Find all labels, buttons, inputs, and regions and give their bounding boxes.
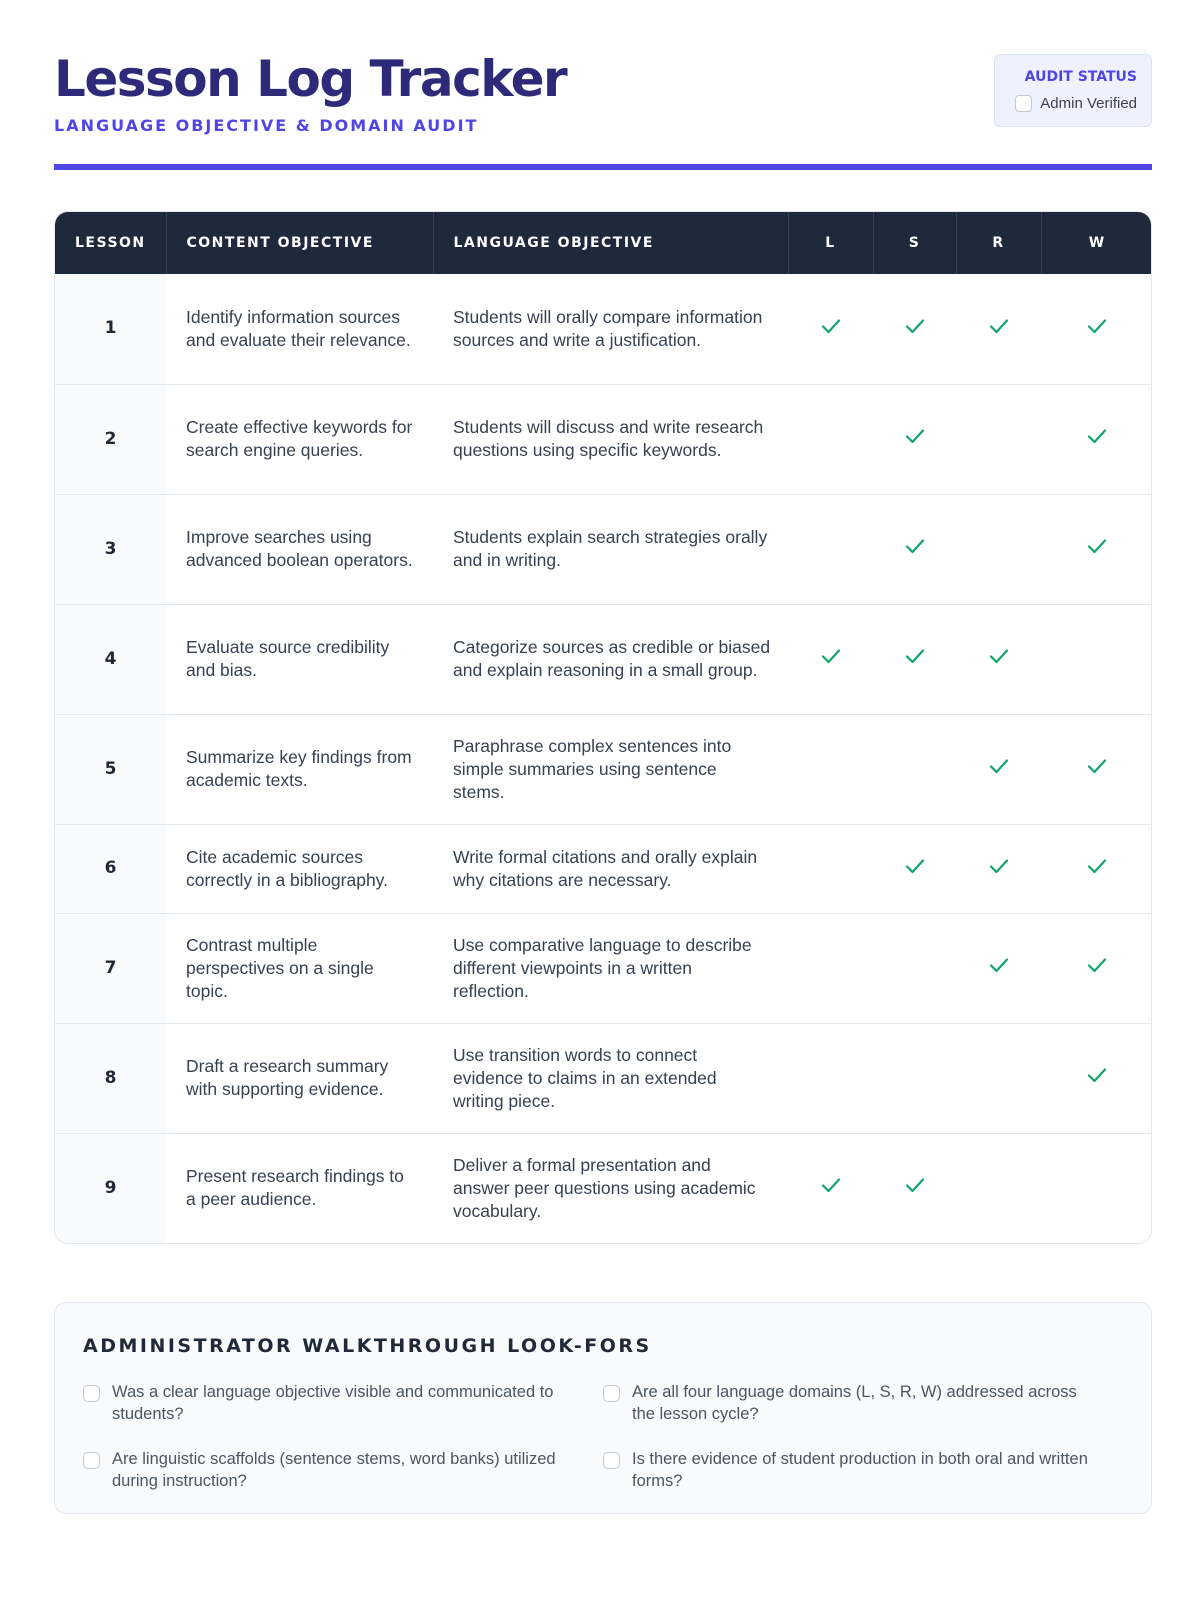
- lookfor-item[interactable]: [83, 1448, 583, 1492]
- lookfor-text: Are all four language domains (L, S, R, W) addressed across the lesson cycle?: [632, 1383, 1077, 1423]
- domain-cell-speaking: [873, 913, 956, 1023]
- lookfor-checkbox[interactable]: [603, 1385, 620, 1402]
- domain-cell-listening: [788, 274, 873, 384]
- check-icon: [1085, 854, 1109, 878]
- language-objective: Use transition words to connect evidence to claims in an extended writing piece.: [433, 1023, 788, 1133]
- table-row: [55, 1133, 1152, 1243]
- content-objective: Create effective keywords for search engine queries.: [166, 384, 433, 494]
- table-row: [55, 384, 1152, 494]
- domain-cell-reading: [956, 913, 1041, 1023]
- col-header-language-objective: LANGUAGE OBJECTIVE: [433, 212, 788, 274]
- domain-cell-speaking: [873, 1133, 956, 1243]
- lookfor-text: Was a clear language objective visible and communicated to students?: [112, 1383, 554, 1423]
- check-icon: [987, 644, 1011, 668]
- domain-cell-speaking: [873, 824, 956, 913]
- domain-cell-reading: [956, 1133, 1041, 1243]
- content-objective: Contrast multiple perspectives on a single topic.: [166, 913, 433, 1023]
- lookfors-title: ADMINISTRATOR WALKTHROUGH LOOK-FORS: [83, 1335, 652, 1357]
- col-header-speaking: S: [873, 212, 956, 274]
- content-objective: Identify information sources and evaluate their relevance.: [166, 274, 433, 384]
- content-objective: Present research findings to a peer audience.: [186, 1166, 404, 1210]
- lesson-number: 3: [55, 494, 166, 604]
- check-icon: [903, 314, 927, 338]
- table-row: [55, 714, 1152, 824]
- table-row: [55, 824, 1152, 913]
- page-subtitle: LANGUAGE OBJECTIVE & DOMAIN AUDIT: [54, 116, 479, 135]
- domain-cell-listening: [788, 494, 873, 604]
- header-divider: [54, 164, 1152, 170]
- domain-cell-speaking: [873, 494, 956, 604]
- admin-verified-label: Admin Verified: [1040, 95, 1137, 112]
- lesson-number: 6: [55, 824, 166, 913]
- table-row: [55, 494, 1152, 604]
- lookfor-item[interactable]: [603, 1448, 1103, 1492]
- domain-cell-listening: [788, 714, 873, 824]
- lookfor-checkbox[interactable]: [83, 1385, 100, 1402]
- table-row: [55, 1023, 1152, 1133]
- check-icon: [903, 534, 927, 558]
- domain-cell-speaking: [873, 1023, 956, 1133]
- language-objective: Students explain search strategies orally and in writing.: [433, 494, 788, 604]
- audit-status-panel: [994, 54, 1152, 127]
- domain-cell-speaking: [873, 384, 956, 494]
- check-icon: [903, 854, 927, 878]
- lesson-number: 9: [55, 1133, 166, 1243]
- check-icon: [819, 1173, 843, 1197]
- table-row: [55, 604, 1152, 714]
- domain-cell-writing: [1041, 824, 1152, 913]
- check-icon: [819, 644, 843, 668]
- check-icon: [1085, 1063, 1109, 1087]
- check-icon: [987, 314, 1011, 338]
- domain-cell-writing: [1041, 714, 1152, 824]
- domain-cell-reading: [956, 384, 1041, 494]
- content-objective: Evaluate source credibility and bias.: [166, 604, 433, 714]
- check-icon: [987, 953, 1011, 977]
- table-row: [55, 913, 1152, 1023]
- check-icon: [1085, 534, 1109, 558]
- lesson-number: 1: [55, 274, 166, 384]
- content-objective: Cite academic sources correctly in a bibliography.: [166, 824, 433, 913]
- admin-verified-toggle[interactable]: [1015, 95, 1137, 112]
- language-objective: Deliver a formal presentation and answer peer questions using academic vocabulary.: [453, 1154, 756, 1221]
- lookfor-text: Are linguistic scaffolds (sentence stems, word banks) utilized during instruction?: [112, 1450, 556, 1490]
- lesson-number: 4: [55, 604, 166, 714]
- lookfor-text: Is there evidence of student production in both oral and written forms?: [632, 1450, 1088, 1490]
- check-icon: [903, 1173, 927, 1197]
- check-icon: [987, 854, 1011, 878]
- lesson-number: 5: [55, 714, 166, 824]
- page-title: Lesson Log Tracker: [54, 50, 567, 108]
- domain-cell-listening: [788, 604, 873, 714]
- domain-cell-reading: [956, 274, 1041, 384]
- language-objective: Paraphrase complex sentences into simple summaries using sentence stems.: [433, 714, 788, 824]
- domain-cell-speaking: [873, 274, 956, 384]
- domain-cell-listening: [788, 1023, 873, 1133]
- domain-cell-listening: [788, 824, 873, 913]
- lookfor-item[interactable]: [83, 1381, 583, 1425]
- domain-cell-reading: [956, 1023, 1041, 1133]
- check-icon: [1085, 754, 1109, 778]
- check-icon: [1085, 424, 1109, 448]
- check-icon: [1085, 953, 1109, 977]
- check-icon: [903, 644, 927, 668]
- col-header-listening: L: [788, 212, 873, 274]
- lookfor-checkbox[interactable]: [603, 1452, 620, 1469]
- audit-status-label: AUDIT STATUS: [1024, 69, 1137, 85]
- domain-cell-writing: [1041, 384, 1152, 494]
- table-header-row: [55, 212, 1152, 274]
- domain-cell-listening: [788, 913, 873, 1023]
- lookfor-item[interactable]: [603, 1381, 1103, 1425]
- page-header: [54, 40, 1152, 170]
- language-objective: Students will discuss and write research questions using specific keywords.: [433, 384, 788, 494]
- walkthrough-lookfors: [54, 1302, 1152, 1514]
- domain-cell-listening: [788, 1133, 873, 1243]
- domain-cell-writing: [1041, 494, 1152, 604]
- domain-cell-speaking: [873, 714, 956, 824]
- col-header-lesson: LESSON: [55, 212, 166, 274]
- content-objective: Improve searches using advanced boolean operators.: [166, 494, 433, 604]
- domain-cell-reading: [956, 714, 1041, 824]
- domain-cell-writing: [1041, 274, 1152, 384]
- table-row: [55, 274, 1152, 384]
- content-objective: Summarize key findings from academic texts.: [166, 714, 433, 824]
- language-objective: Use comparative language to describe different viewpoints in a written reflection.: [433, 913, 788, 1023]
- domain-cell-reading: [956, 604, 1041, 714]
- lookfor-checkbox[interactable]: [83, 1452, 100, 1469]
- col-header-content-objective: CONTENT OBJECTIVE: [166, 212, 433, 274]
- domain-cell-listening: [788, 384, 873, 494]
- lesson-number: 8: [55, 1023, 166, 1133]
- admin-verified-checkbox[interactable]: [1015, 95, 1032, 112]
- domain-cell-reading: [956, 494, 1041, 604]
- language-objective: Categorize sources as credible or biased and explain reasoning in a small group.: [433, 604, 788, 714]
- language-objective: Students will orally compare information sources and write a justification.: [433, 274, 788, 384]
- domain-cell-writing: [1041, 1023, 1152, 1133]
- lesson-table: [54, 211, 1152, 1244]
- col-header-writing: W: [1041, 212, 1152, 274]
- domain-cell-writing: [1041, 913, 1152, 1023]
- check-icon: [819, 314, 843, 338]
- check-icon: [1085, 314, 1109, 338]
- language-objective: Write formal citations and orally explain why citations are necessary.: [433, 824, 788, 913]
- domain-cell-writing: [1041, 1133, 1152, 1243]
- check-icon: [903, 424, 927, 448]
- col-header-reading: R: [956, 212, 1041, 274]
- domain-cell-writing: [1041, 604, 1152, 714]
- domain-cell-reading: [956, 824, 1041, 913]
- check-icon: [987, 754, 1011, 778]
- content-objective: Draft a research summary with supporting evidence.: [166, 1023, 433, 1133]
- domain-cell-speaking: [873, 604, 956, 714]
- lesson-number: 7: [55, 913, 166, 1023]
- lesson-number: 2: [55, 384, 166, 494]
- table-body: [55, 274, 1152, 1243]
